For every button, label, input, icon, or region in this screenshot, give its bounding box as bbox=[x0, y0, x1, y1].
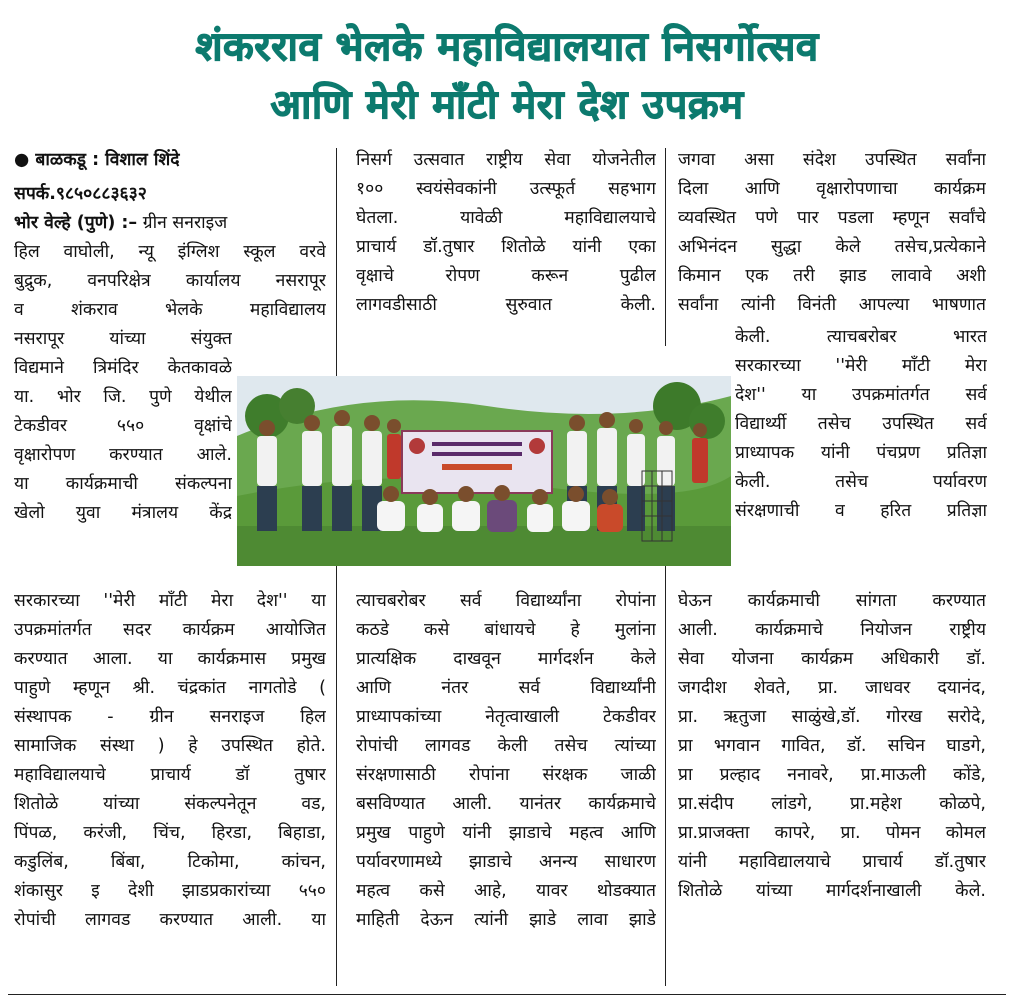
column-divider-1-lower bbox=[336, 566, 337, 986]
byline-place-author: बाळकडू : विशाल शिंदे bbox=[35, 150, 180, 170]
body-line: प्रा भगवान गावित, डॉ. सचिन घाडगे, bbox=[678, 736, 986, 756]
body-line: घेतला. यावेळी महाविद्यालयाचे bbox=[356, 208, 656, 228]
body-line: प्राध्यापक यांनी पंचप्रण प्रतिज्ञा bbox=[735, 443, 987, 463]
body-line: लागवडीसाठी सुरुवात केली. bbox=[356, 295, 656, 315]
body-line: रोपांची लागवड करण्यात आली. या bbox=[14, 910, 326, 930]
body-line: कडुलिंब, बिंबा, टिकोमा, कांचन, bbox=[14, 852, 326, 872]
body-line: सरकारच्या ''मेरी माँटी मेरा bbox=[735, 356, 987, 376]
byline-contact: सपर्क.९८५०८८३६३२ bbox=[14, 184, 147, 204]
byline-author bbox=[14, 149, 326, 171]
body-line: ग्रीन सनराइज bbox=[142, 213, 228, 233]
body-line: संस्थापक - ग्रीन सनराइज हिल bbox=[14, 707, 326, 727]
body-line: वृक्षाचे रोपण करून पुढील bbox=[356, 266, 656, 286]
headline-line-1: शंकरराव भेलके महाविद्यालयात निसर्गोत्सव bbox=[195, 24, 819, 70]
body-line: यांनी महाविद्यालयाचे प्राचार्य डॉ.तुषार bbox=[678, 852, 986, 872]
body-line: त्याचबरोबर सर्व विद्यार्थ्यांना रोपांना bbox=[356, 591, 656, 611]
body-line: कठडे कसे बांधायचे हे मुलांना bbox=[356, 620, 656, 640]
body-line: प्राध्यापकांच्या नेतृत्वाखाली टेकडीवर bbox=[356, 707, 656, 727]
body-line: देश'' या उपक्रमांतर्गत सर्व bbox=[735, 385, 987, 405]
body-line: करण्यात आला. या कार्यक्रमास प्रमुख bbox=[14, 649, 326, 669]
body-line: पाहुणे म्हणून श्री. चंद्रकांत नागतोडे ( bbox=[14, 678, 326, 698]
body-line: जगवा असा संदेश उपस्थित सर्वांना bbox=[678, 150, 986, 170]
body-line: जगदीश शेवते, प्रा. जाधवर दयानंद, bbox=[678, 678, 986, 698]
body-line: बसविण्यात आली. यानंतर कार्यक्रमाचे bbox=[356, 794, 656, 814]
headline-line-2: आणि मेरी माँटी मेरा देश उपक्रम bbox=[270, 82, 744, 128]
body-line: संरक्षणासाठी रोपांना संरक्षक जाळी bbox=[356, 765, 656, 785]
group-photo bbox=[237, 376, 731, 566]
body-line: प्रा. ऋतुजा साळुंखे,डॉ. गोरख सरोदे, bbox=[678, 707, 986, 727]
body-line: शितोळे यांच्या संकल्पनेतून वड, bbox=[14, 794, 326, 814]
body-line: प्रमुख पाहुणे यांनी झाडाचे महत्व आणि bbox=[356, 823, 656, 843]
body-line: प्रा.प्राजक्ता कापरे, प्रा. पोमन कोमल bbox=[678, 823, 986, 843]
column-divider-2 bbox=[665, 148, 666, 346]
body-line: केली. त्याचबरोबर भारत bbox=[735, 327, 987, 347]
body-line: सेवा योजना कार्यक्रम अधिकारी डॉ. bbox=[678, 649, 986, 669]
body-line: संरक्षणाची व हरित प्रतिज्ञा bbox=[735, 501, 987, 521]
body-line: हिल वाघोली, न्यू इंग्लिश स्कूल वरवे bbox=[14, 242, 326, 262]
body-line: प्रा प्रल्हाद ननावरे, प्रा.माऊली कोंडे, bbox=[678, 765, 986, 785]
body-line: व्यवस्थित पणे पार पडला म्हणून सर्वांचे bbox=[678, 208, 986, 228]
dateline-row bbox=[14, 212, 326, 234]
body-line: १०० स्वयंसेवकांनी उत्स्फूर्त सहभाग bbox=[356, 179, 656, 199]
body-line: सरकारच्या ''मेरी माँटी मेरा देश'' या bbox=[14, 591, 326, 611]
group-photo-illustration bbox=[237, 376, 731, 566]
body-line: रोपांची लागवड केली तसेच त्यांच्या bbox=[356, 736, 656, 756]
body-line: उपक्रमांतर्गत सदर कार्यक्रम आयोजित bbox=[14, 620, 326, 640]
body-line: शंकासुर इ देशी झाडप्रकारांच्या ५५० bbox=[14, 881, 326, 901]
body-line: सर्वांना त्यांनी विनंती आपल्या भाषणात bbox=[678, 295, 986, 315]
body-line: या कार्यक्रमाची संकल्पना bbox=[14, 474, 232, 494]
body-line: माहिती देऊन त्यांनी झाडे लावा झाडे bbox=[356, 910, 656, 930]
body-line: टेकडीवर ५५० वृक्षांचे bbox=[14, 416, 232, 436]
body-line: प्रा.संदीप लांडगे, प्रा.महेश कोळपे, bbox=[678, 794, 986, 814]
body-line: वृक्षारोपण करण्यात आले. bbox=[14, 445, 232, 465]
body-line: प्राचार्य डॉ.तुषार शितोळे यांनी एका bbox=[356, 237, 656, 257]
body-line: किमान एक तरी झाड लावावे अशी bbox=[678, 266, 986, 286]
body-line: पर्यावरणामध्ये झाडाचे अनन्य साधारण bbox=[356, 852, 656, 872]
byline-dateline: भोर वेल्हे (पुणे) :– bbox=[14, 213, 138, 233]
bottom-rule bbox=[8, 994, 1006, 995]
body-line: घेऊन कार्यक्रमाची सांगता करण्यात bbox=[678, 591, 986, 611]
body-line: पिंपळ, करंजी, चिंच, हिरडा, बिहाडा, bbox=[14, 823, 326, 843]
body-line: सामाजिक संस्था ) हे उपस्थित होते. bbox=[14, 736, 326, 756]
body-line: बुद्रुक, वनपरिक्षेत्र कार्यालय नसरापूर bbox=[14, 271, 326, 291]
body-line: केली. तसेच पर्यावरण bbox=[735, 472, 987, 492]
body-line: आणि नंतर सर्व विद्यार्थ्यांनी bbox=[356, 678, 656, 698]
body-line: महत्व कसे आहे, यावर थोडक्यात bbox=[356, 881, 656, 901]
body-line: विद्यमाने त्रिमंदिर केतकावळे bbox=[14, 358, 232, 378]
body-line: दिला आणि वृक्षारोपणाचा कार्यक्रम bbox=[678, 179, 986, 199]
body-line: शितोळे यांच्या मार्गदर्शनाखाली केले. bbox=[678, 881, 986, 901]
body-line: महाविद्यालयाचे प्राचार्य डॉ तुषार bbox=[14, 765, 326, 785]
body-line: खेलो युवा मंत्रालय केंद्र bbox=[14, 503, 232, 523]
body-line: विद्यार्थ्यी तसेच उपस्थित सर्व bbox=[735, 414, 987, 434]
body-line: व शंकराव भेलके महाविद्यालय bbox=[14, 300, 326, 320]
column-divider-1 bbox=[336, 148, 337, 378]
body-line: प्रात्यक्षिक दाखवून मार्गदर्शन केले bbox=[356, 649, 656, 669]
body-line: आली. कार्यक्रमाचे नियोजन राष्ट्रीय bbox=[678, 620, 986, 640]
column-divider-2-lower bbox=[665, 566, 666, 986]
body-line: अभिनंदन सुद्धा केले तसेच,प्रत्येकाने bbox=[678, 237, 986, 257]
body-line: निसर्ग उत्सवात राष्ट्रीय सेवा योजनेतील bbox=[356, 150, 656, 170]
body-line: नसरापूर यांच्या संयुक्त bbox=[14, 329, 232, 349]
body-line: या. भोर जि. पुणे येथील bbox=[14, 387, 232, 407]
byline-bullet: ● bbox=[14, 150, 30, 170]
